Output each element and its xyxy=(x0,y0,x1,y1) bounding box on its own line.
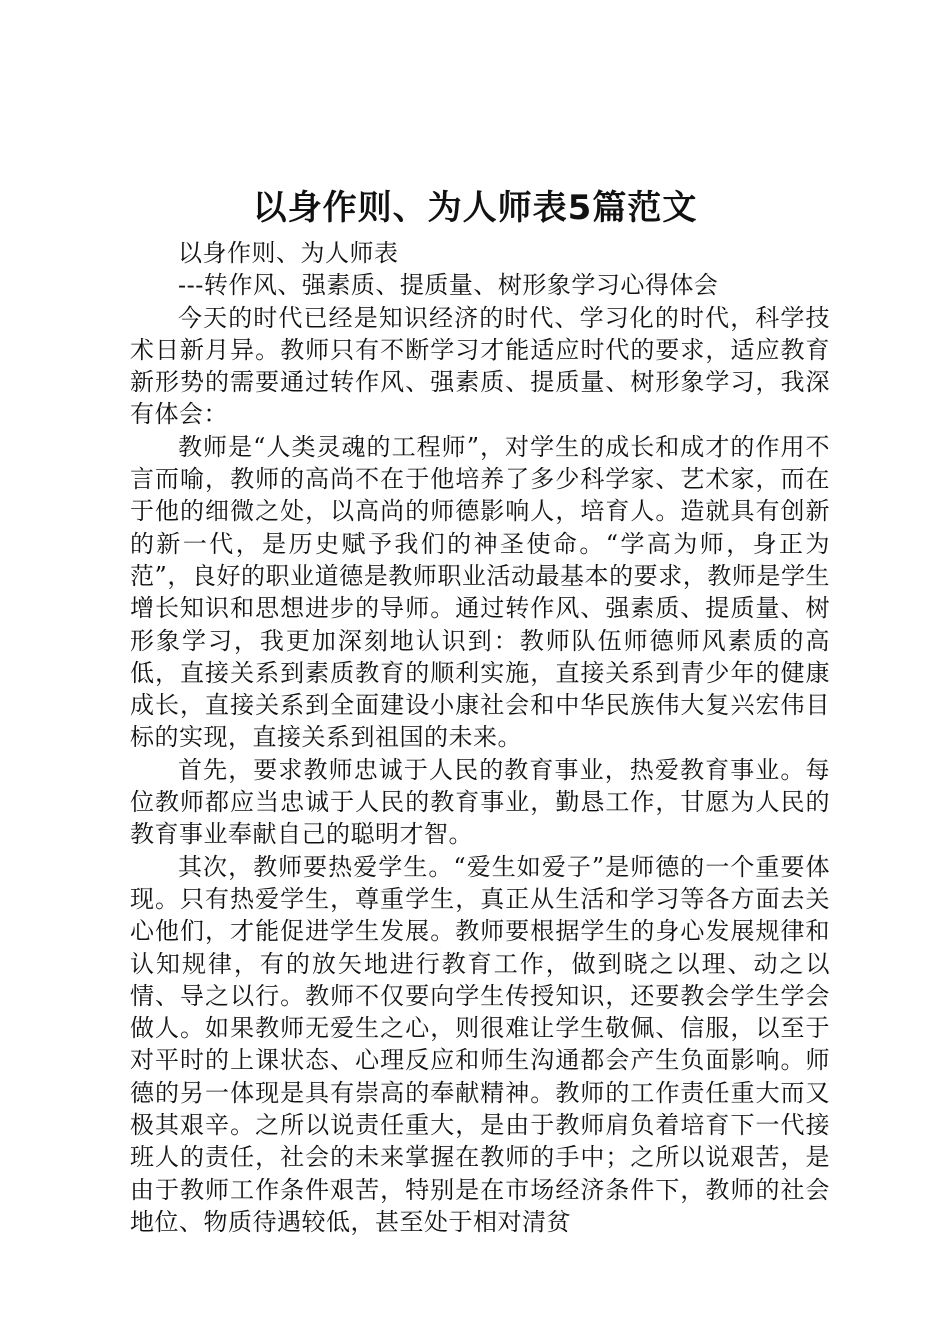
subtitle-line: 以身作则、为人师表 xyxy=(178,239,399,267)
document-body xyxy=(130,237,830,1238)
body-paragraph: 教师是“人类灵魂的工程师”，对学生的成长和成才的作用不言而喻，教师的高尚不在于他培养了多少科学家、艺术家，而在于他的细微之处，以高尚的师德影响人，培育人。造就具有创新的新一代，是历史赋予我们的神圣使命。“学高为师，身正为范”，良好的职业道德是教师职业活动最基本的要求，教师是学生增长知识和思想进步的导师。通过转作风、强素质、提质量、树形象学习，我更加深刻地认识到：教师队伍师德师风素质的高低，直接关系到素质教育的顺利实施，直接关系到青少年的健康成长，直接关系到全面建设小康社会和中华民族伟大复兴宏伟目标的实现，直接关系到祖国的未来。 xyxy=(130,432,830,752)
subtitle-line: ---转作风、强素质、提质量、树形象学习心得体会 xyxy=(178,271,719,300)
body-paragraph: 其次，教师要热爱学生。“爱生如爱子”是师德的一个重要体现。只有热爱学生，尊重学生，真正从生活和学习等各方面去关心他们，才能促进学生发展。教师要根据学生的身心发展规律和认知规律，有的放矢地进行教育工作，做到晓之以理、动之以情、导之以行。教师不仅要向学生传授知识，还要教会学生学会做人。如果教师无爱生之心，则很难让学生敬佩、信服，以至于对平时的上课状态、心理反应和师生沟通都会产生负面影响。师德的另一体现是具有崇高的奉献精神。教师的工作责任重大而又极其艰辛。之所以说责任重大，是由于教师肩负着培育下一代接班人的责任，社会的未来掌握在教师的手中；之所以说艰苦，是由于教师工作条件艰苦，特别是在市场经济条件下，教师的社会地位、物质待遇较低，甚至处于相对清贫 xyxy=(130,852,830,1236)
body-paragraph: 首先，要求教师忠诚于人民的教育事业，热爱教育事业。每位教师都应当忠诚于人民的教育事业，勤恳工作，甘愿为人民的教育事业奉献自己的聪明才智。 xyxy=(130,755,830,849)
body-paragraph: 今天的时代已经是知识经济的时代、学习化的时代，科学技术日新月异。教师只有不断学习才能适应时代的要求，适应教育新形势的需要通过转作风、强素质、提质量、树形象学习，我深有体会： xyxy=(130,303,830,429)
document-title: 以身作则、为人师表5篇范文 xyxy=(252,188,698,228)
